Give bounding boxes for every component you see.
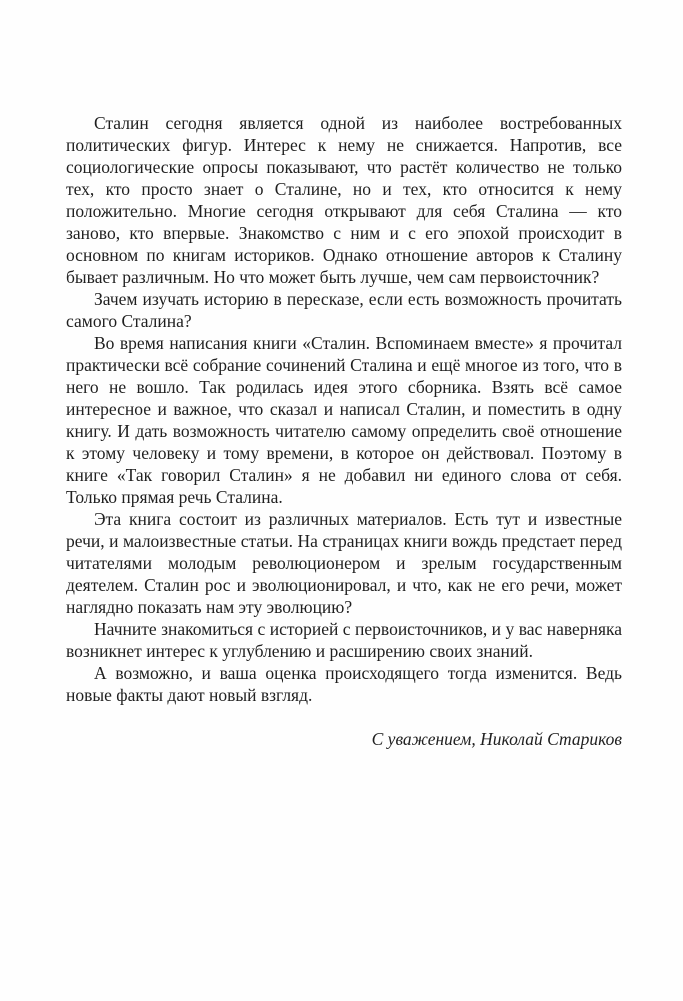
paragraph: Эта книга состоит из различных материалов. Есть тут и известные речи, и малоизвестные статьи. На страницах книги вождь предстает перед читателями молодым революционером и зрелым государственным деятелем. Сталин рос и эволюционировал, и что, как не его речи, может наглядно показать нам эту эволюцию?	[66, 509, 622, 617]
body-text	[66, 112, 622, 750]
paragraph: Во время написания книги «Сталин. Вспоминаем вместе» я прочитал практически всё собрание сочинений Сталина и ещё многое из того, что в него не вошло. Так родилась идея этого сборника. Взять всё самое интересное и важное, что сказал и написал Сталин, и поместить в одну книгу. И дать возможность читателю самому определить своё отношение к этому человеку и тому времени, в которое он действовал. Поэтому в книге «Так говорил Сталин» я не добавил ни единого слова от себя. Только прямая речь Сталина.	[66, 333, 622, 507]
paragraph: Начните знакомиться с историей с первоисточников, и у вас наверняка возникнет интерес к углублению и расширению своих знаний.	[66, 619, 622, 661]
paragraph: Зачем изучать историю в пересказе, если есть возможность прочитать самого Сталина?	[66, 289, 622, 331]
paragraph: А возможно, и ваша оценка происходящего тогда изменится. Ведь новые факты дают новый взгляд.	[66, 663, 622, 705]
paragraph: Сталин сегодня является одной из наиболее востребованных политических фигур. Интерес к нему не снижается. Напротив, все социологические опросы показывают, что растёт количество не только тех, кто просто знает о Сталине, но и тех, кто относится к нему положительно. Многие сегодня открывают для себя Сталина — кто заново, кто впервые. Знакомство с ним и с его эпохой происходит в основном по книгам историков. Однако отношение авторов к Сталину бывает различным. Но что может быть лучше, чем сам первоисточник?	[66, 113, 622, 287]
author-signature: С уважением, Николай Стариков	[371, 729, 622, 749]
